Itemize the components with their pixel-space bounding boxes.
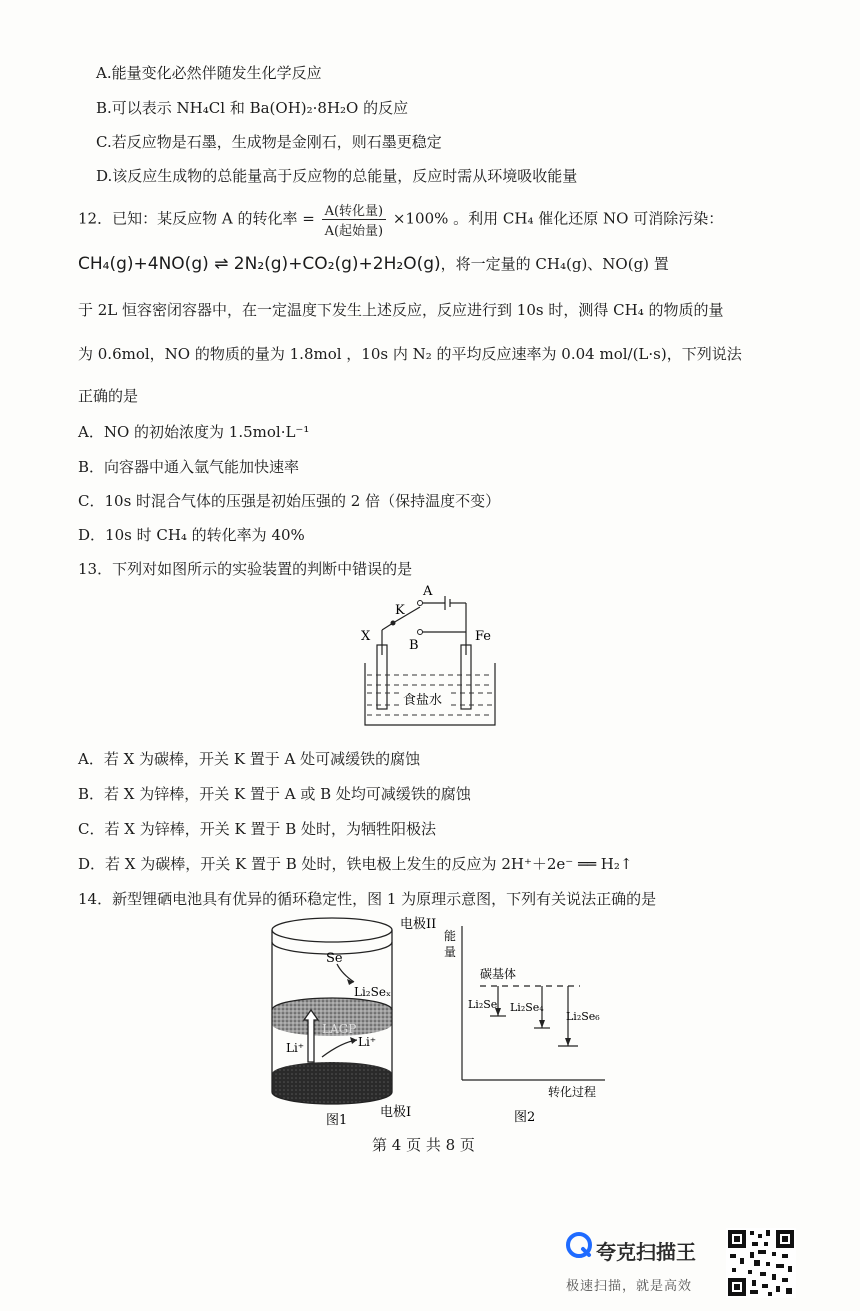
q14-figure-1 — [262, 912, 442, 1130]
q11-option-b: B.可以表示 NH₄Cl 和 Ba(OH)₂·8H₂O 的反应 — [96, 99, 409, 117]
label-x: X — [361, 629, 371, 644]
q12-equation-line — [78, 253, 669, 274]
watermark-slogan: 极速扫描，就是高效 — [566, 1279, 693, 1294]
label-electrode-2: 电极II — [400, 917, 437, 932]
q12-option-b: B．向容器中通入氩气能加快速率 — [78, 458, 300, 476]
label-electrode-1: 电极I — [380, 1105, 412, 1120]
q12-option-a: A．NO 的初始浓度为 1.5mol·L⁻¹ — [78, 423, 310, 441]
q13-option-c: C．若 X 为锌棒，开关 K 置于 B 处时，为牺牲阳极法 — [78, 820, 436, 838]
q12-intro-text: 已知：某反应物 A 的转化率 = — [112, 209, 315, 228]
fig2-xlabel: 转化过程 — [548, 1085, 597, 1099]
label-carbon-substrate: 碳基体 — [480, 967, 517, 981]
fraction-numerator: A(转化量) — [322, 200, 387, 220]
watermark-brand: 夸克扫描王 — [596, 1240, 696, 1264]
conversion-fraction — [322, 200, 387, 239]
label-b: B — [409, 638, 419, 653]
label-lagp: LAGP — [322, 1022, 357, 1036]
label-li-ion-1: Li⁺ — [286, 1041, 305, 1055]
page-number: 第 4 页 共 8 页 — [372, 1136, 475, 1154]
q13-option-a: A．若 X 为碳棒，开关 K 置于 A 处可减缓铁的腐蚀 — [78, 750, 421, 768]
fig2-ylabel-a: 能 — [444, 929, 457, 943]
label-k: K — [395, 603, 405, 618]
q13-stem: 13．下列对如图所示的实验装置的判断中错误的是 — [78, 560, 413, 578]
figure-1-caption: 图1 — [326, 1113, 348, 1128]
q12-option-c: C．10s 时混合气体的压强是初始压强的 2 倍（保持温度不变） — [78, 492, 501, 510]
label-li2sex: Li₂Seₓ — [354, 985, 392, 999]
q14-figure-2 — [440, 916, 610, 1128]
reaction-equation: CH₄(g)+4NO(g) ⇌ 2N₂(g)+CO₂(g)+2H₂O(g) — [78, 254, 441, 274]
q12-line2: 于 2L 恒容密闭容器中，在一定温度下发生上述反应，反应进行到 10s 时，测得 CH₄ 的物质的量 — [78, 301, 724, 319]
label-li2se: Li₂Se — [468, 998, 498, 1011]
q12-line4: 正确的是 — [78, 387, 139, 405]
fraction-denominator: A(起始量) — [324, 224, 384, 239]
label-li-ion-2: Li⁺ — [358, 1035, 377, 1049]
q11-option-d: D.该反应生成物的总能量高于反应物的总能量，反应时需从环境吸收能量 — [96, 167, 578, 185]
scanner-logo-icon — [566, 1232, 592, 1258]
label-salt-water: 食盐水 — [403, 693, 443, 708]
q12-eq-tail: ，将一定量的 CH₄(g)、NO(g) 置 — [440, 255, 669, 273]
q13-apparatus-figure — [345, 585, 510, 730]
q13-option-b: B．若 X 为锌棒，开关 K 置于 A 或 B 处均可减缓铁的腐蚀 — [78, 785, 471, 803]
label-se: Se — [326, 951, 343, 966]
label-fe: Fe — [475, 629, 492, 644]
q14-stem: 14．新型锂硒电池具有优异的循环稳定性，图 1 为原理示意图，下列有关说法正确的是 — [78, 890, 657, 908]
q13-option-d: D．若 X 为碳棒，开关 K 置于 B 处时，铁电极上发生的反应为 2H⁺＋2e⁻ ══ H₂↑ — [78, 855, 633, 873]
q12-number: 12． — [78, 209, 113, 228]
figure-2-caption: 图2 — [514, 1110, 536, 1125]
q11-option-a: A.能量变化必然伴随发生化学反应 — [96, 64, 322, 82]
q12-intro-tail: ×100% 。利用 CH₄ 催化还原 NO 可消除污染： — [392, 209, 724, 228]
fig2-ylabel-b: 量 — [444, 945, 457, 959]
qr-code-icon — [726, 1228, 796, 1298]
label-li2se6: Li₂Se₆ — [566, 1010, 600, 1023]
q12-option-d: D．10s 时 CH₄ 的转化率为 40% — [78, 526, 305, 544]
label-li2se4: Li₂Se₄ — [510, 1001, 544, 1014]
q11-option-c: C.若反应物是石墨，生成物是金刚石，则石墨更稳定 — [96, 133, 442, 151]
q12-line3: 为 0.6mol，NO 的物质的量为 1.8mol ，10s 内 N₂ 的平均反应速率为 0.04 mol/(L·s)，下列说法 — [78, 345, 742, 363]
q12-intro — [78, 200, 723, 239]
label-a: A — [423, 585, 433, 599]
